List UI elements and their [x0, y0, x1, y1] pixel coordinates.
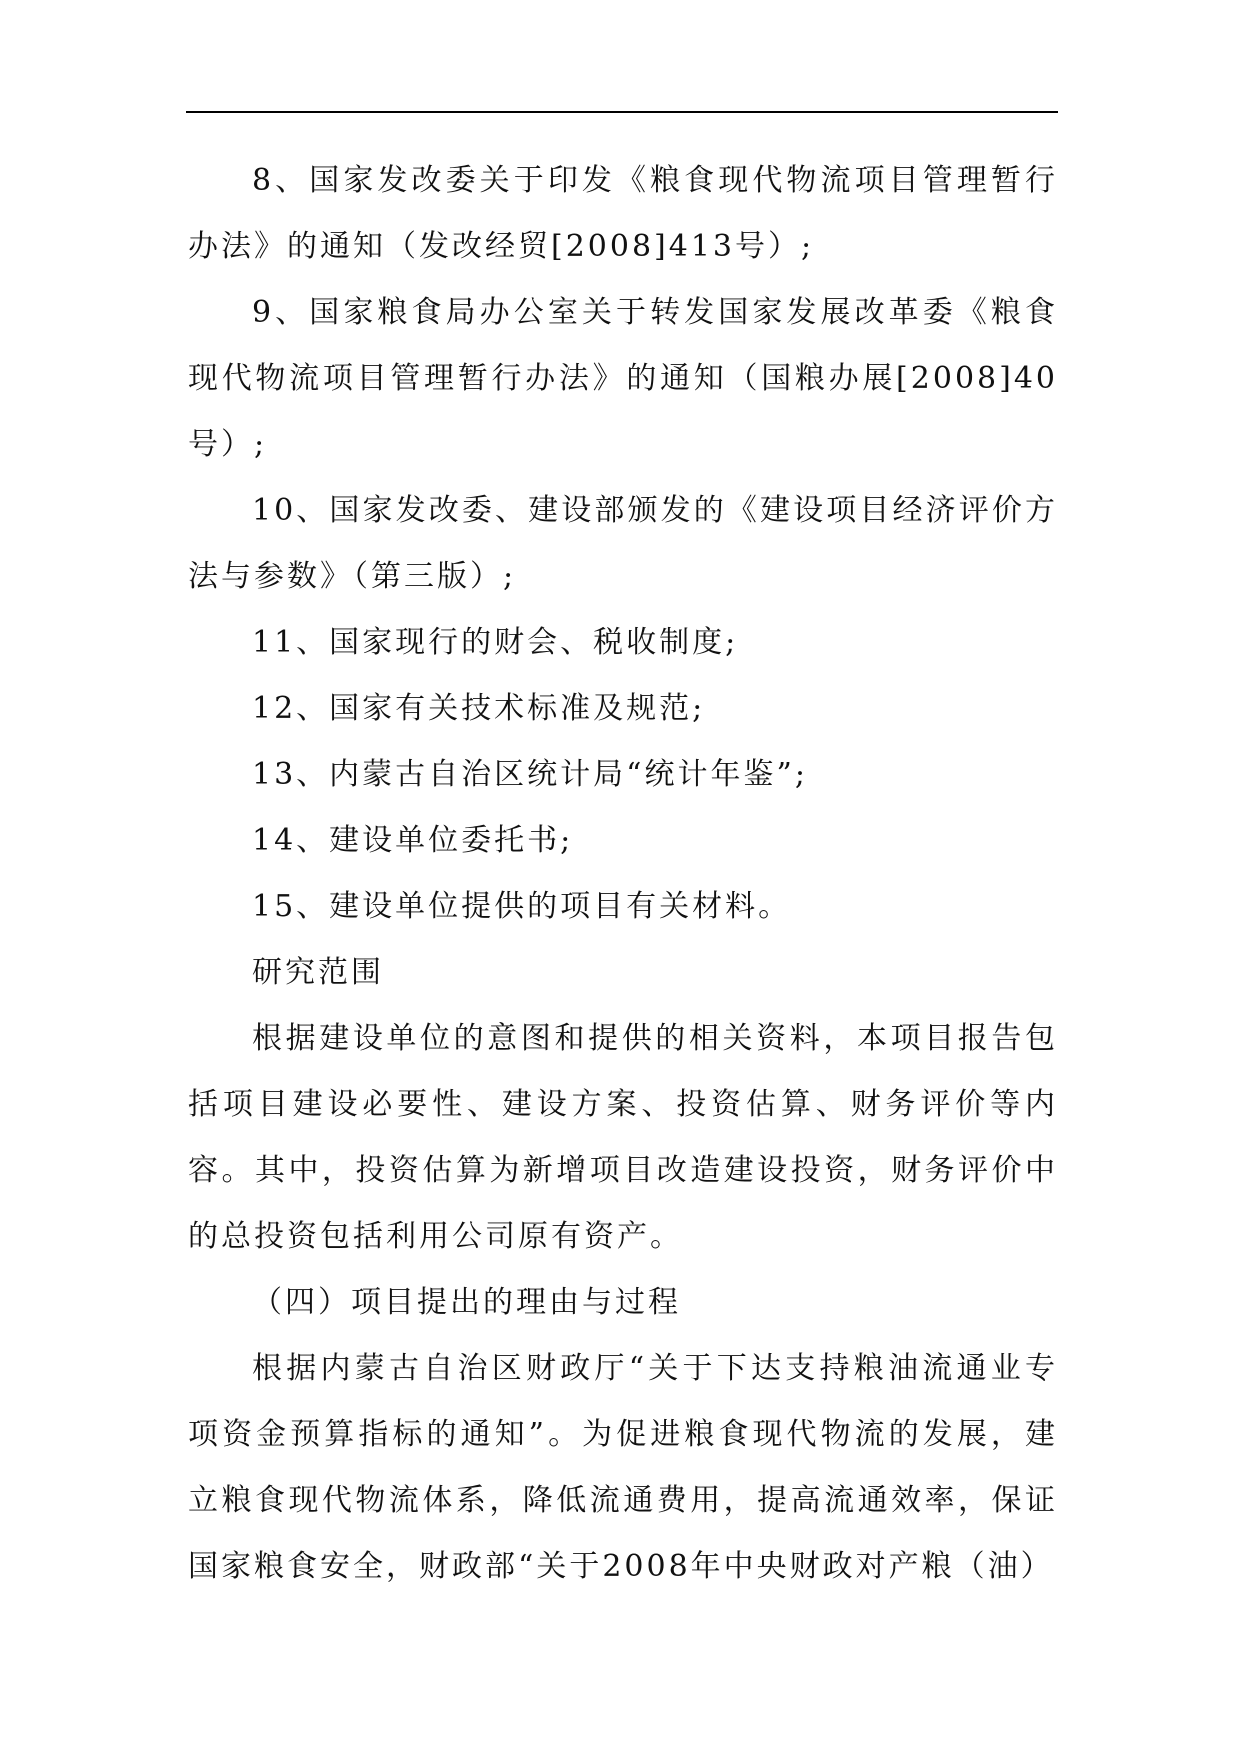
reasons-paragraph: 根据内蒙古自治区财政厅“关于下达支持粮油流通业专项资金预算指标的通知”。为促进粮食现代物流的发展，建立粮食现代物流体系，降低流通费用，提高流通效率，保证国家粮食安全，财政部“关于2008年中央财政对产粮（油）	[188, 1351, 1058, 1584]
basis-item-11: 11、国家现行的财会、税收制度;	[252, 625, 739, 660]
basis-item-12: 12、国家有关技术标准及规范;	[252, 691, 706, 726]
basis-item-13: 13、内蒙古自治区统计局“统计年鉴”;	[252, 757, 808, 792]
basis-item-8: 8、国家发改委关于印发《粮食现代物流项目管理暂行办法》的通知（发改经贸[2008]413号）;	[188, 163, 1058, 264]
basis-item-9: 9、国家粮食局办公室关于转发国家发展改革委《粮食现代物流项目管理暂行办法》的通知（国粮办展[2008]40号）;	[188, 295, 1058, 462]
scope-paragraph: 根据建设单位的意图和提供的相关资料，本项目报告包括项目建设必要性、建设方案、投资估算、财务评价等内容。其中，投资估算为新增项目改造建设投资，财务评价中的总投资包括利用公司原有资产。	[188, 1021, 1058, 1254]
basis-item-15: 15、建设单位提供的项目有关材料。	[252, 889, 792, 924]
header-rule	[186, 111, 1058, 113]
basis-item-14: 14、建设单位委托书;	[252, 823, 574, 858]
basis-item-10: 10、国家发改委、建设部颁发的《建设项目经济评价方法与参数》（第三版）;	[188, 493, 1058, 594]
section-heading-reasons: （四）项目提出的理由与过程	[252, 1285, 681, 1320]
document-body	[188, 148, 1058, 1600]
section-heading-scope: 研究范围	[252, 955, 384, 990]
